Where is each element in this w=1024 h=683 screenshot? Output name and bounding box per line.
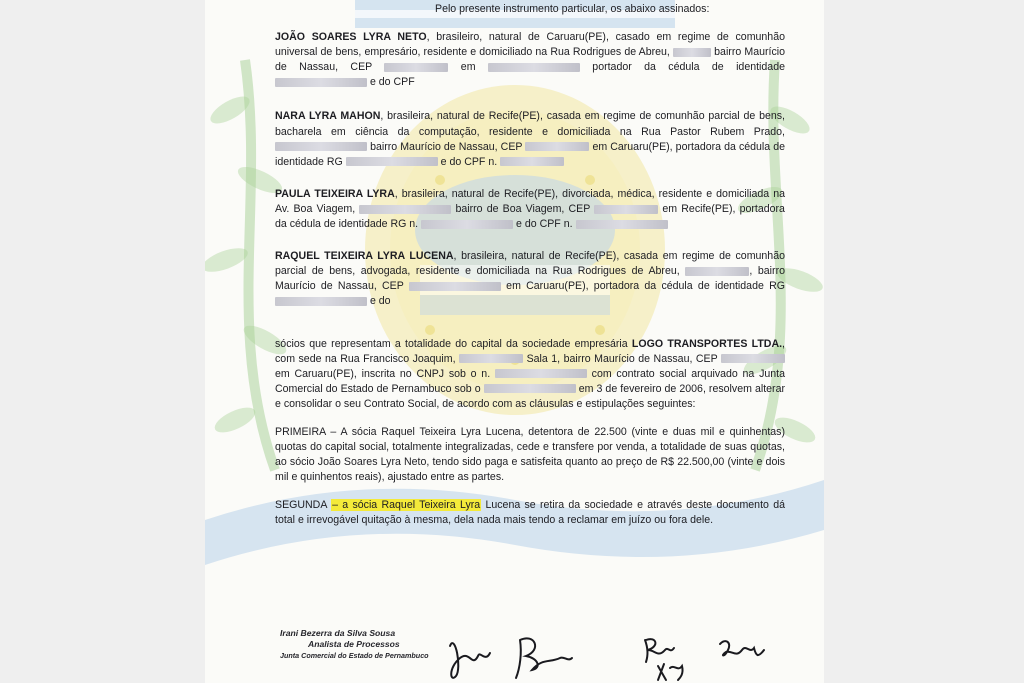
party-paragraph: JOÃO SOARES LYRA NETO, brasileiro, natural de Caruaru(PE), casado em regime de comunhão universal de bens, empresário, residente e domiciliado na Rua Rodrigues de Abreu, bairro Maurício de Nassau, CEP em portador da cédula de identidade e do CPF (275, 31, 785, 89)
company-name: LOGO TRANSPORTES LTDA. (631, 337, 783, 350)
party-paragraph: RAQUEL TEIXEIRA LYRA LUCENA, brasileira, natural de Recife(PE), casada em regime de comunhão parcial de bens, advogada, residente e domiciliada na Rua Rodrigues de Abreu, , bairro Maurício de Nassau, CEP em Caruaru(PE), portadora da cédula de identidade RG e do (275, 250, 785, 308)
signature-area (280, 628, 820, 683)
redaction (594, 205, 658, 214)
document-page (205, 0, 824, 683)
party-paragraph: NARA LYRA MAHON, brasileira, natural de Recife(PE), casada em regime de comunhão parcial de bens, bacharela em ciência da computação, residente e domiciliada na Rua Pastor Rubem Prado, bairro Maurício de Nassau, CEP em Caruaru(PE), portadora da cédula de identidade RG e do CPF n. (275, 110, 786, 168)
redaction (525, 142, 589, 151)
redaction (488, 63, 580, 72)
redaction (275, 142, 367, 151)
contract-text (275, 0, 785, 529)
party-name: PAULA TEIXEIRA LYRA (275, 187, 395, 200)
redaction (275, 78, 367, 87)
clause-segunda: SEGUNDA – a sócia Raquel Teixeira Lyra Lucena se retira da sociedade e através deste documento dá total e irrevogável quitação à mesma, dela nada mais tendo a reclamar em juízo ou fora dele. (275, 499, 785, 527)
socios-paragraph: sócios que representam a totalidade do capital da sociedade empresária LOGO TRANSPORTES LTDA., com sede na Rua Francisco Joaquim, Sala 1, bairro Maurício de Nassau, CEP em Caruaru(PE), inscrita no CNPJ sob o n. com contrato social arquivado na Junta Comercial do Estado de Pernambuco sob o em 3 de fevereiro de 2006, resolvem alterar e consolidar o seu Contrato Social, de acordo com as cláusulas e estipulações seguintes: (275, 337, 785, 410)
highlighted-text: – a sócia Raquel Teixeira Lyra (332, 499, 481, 512)
handwritten-signatures (280, 628, 820, 683)
redaction (721, 354, 785, 363)
redaction (685, 267, 749, 276)
redaction (421, 220, 513, 229)
redaction (459, 354, 523, 363)
redaction (673, 48, 711, 57)
redaction (576, 220, 668, 229)
party-name: NARA LYRA MAHON (275, 110, 381, 123)
redaction (495, 369, 587, 378)
party-name: RAQUEL TEIXEIRA LYRA LUCENA (275, 250, 454, 263)
redaction (500, 157, 564, 166)
party-name: JOÃO SOARES LYRA NETO (275, 31, 427, 44)
background-left (0, 0, 205, 683)
redaction (346, 157, 438, 166)
intro-paragraph: Pelo presente instrumento particular, os abaixo assinados: (435, 3, 710, 15)
redaction (384, 63, 448, 72)
redaction (484, 384, 576, 393)
redaction (409, 282, 501, 291)
redaction (359, 205, 451, 214)
clause-primeira: PRIMEIRA – A sócia Raquel Teixeira Lyra Lucena, detentora de 22.500 (vinte e duas mil e quinhentas) quotas do capital social, totalmente integralizadas, cede e transfere por venda, a totalidade de suas quotas, ao sócio João Soares Lyra Neto, tendo sido paga e satisfeita quanto ao preço de R$ 22.500,00 (vinte e dois mil e quinhentos reais), ajustado entre as partes. (275, 425, 785, 484)
party-paragraph: PAULA TEIXEIRA LYRA, brasileira, natural de Recife(PE), divorciada, médica, residente e domiciliada na Av. Boa Viagem, bairro de Boa Viagem, CEP em Recife(PE), portadora da cédula de identidade RG n. e do CPF n. (275, 187, 785, 231)
background-right (824, 0, 1024, 683)
redaction (275, 297, 367, 306)
clerk-stamp: Irani Bezerra da Silva Sousa Analista de Processos Junta Comercial do Estado de Pernambuco (280, 628, 429, 660)
